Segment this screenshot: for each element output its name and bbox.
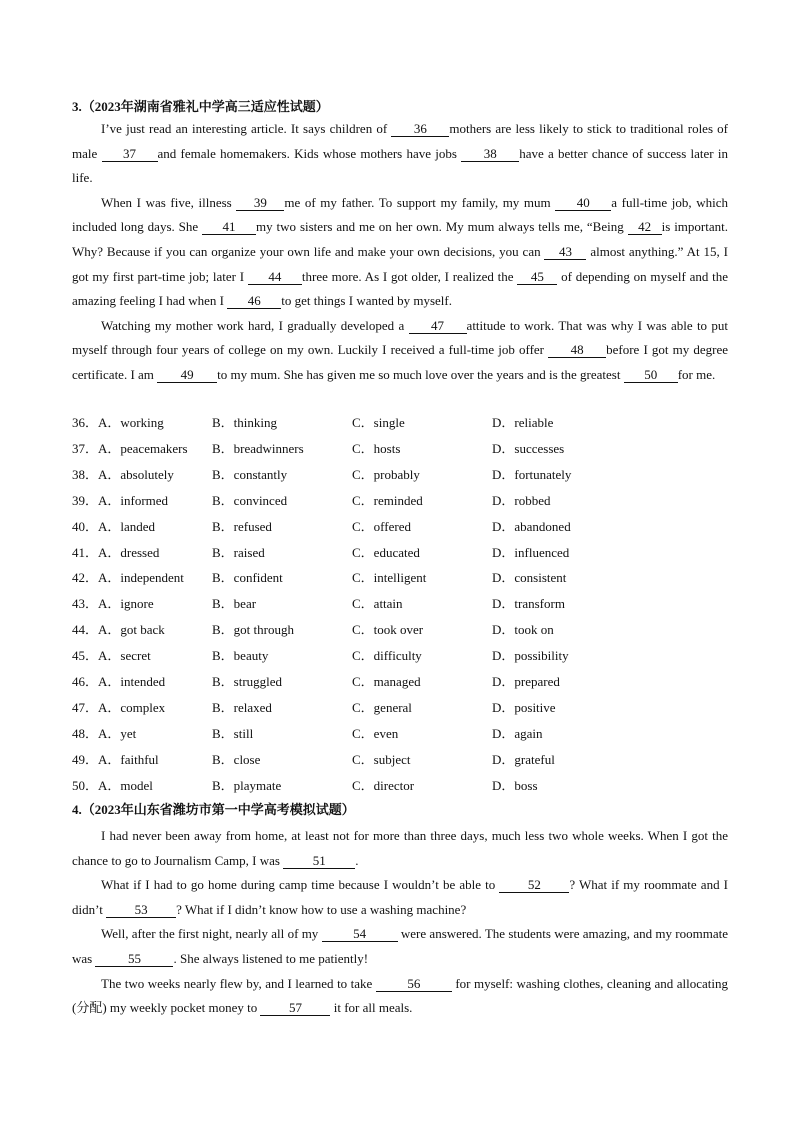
option-a: 43．A．ignore <box>72 596 154 612</box>
option-b: B．playmate <box>212 777 282 793</box>
option-c: C．attain <box>352 596 403 612</box>
blank-57: 57 <box>260 1000 330 1016</box>
blank-44: 44 <box>248 269 302 285</box>
option-d: D．robbed <box>492 492 551 508</box>
option-d: D．consistent <box>492 570 567 586</box>
option-c: C．director <box>352 777 415 793</box>
option-a: 46．A．intended <box>72 674 166 689</box>
section-4-heading: 4.（2023年山东省潍坊市第一中学高考模拟试题） <box>72 802 355 817</box>
option-a: 36．A．working <box>72 415 164 430</box>
passage-text: ? What if my roommate and I didn’t <box>72 877 728 917</box>
blank-37: 37 <box>102 146 158 162</box>
passage-text: and female homemakers. Kids whose mothers have jobs <box>157 145 462 161</box>
blank-49: 49 <box>157 367 217 383</box>
blank-38: 38 <box>461 146 519 162</box>
section-3-passage <box>72 117 728 388</box>
option-b: B．still <box>212 725 254 741</box>
blank-36: 36 <box>391 121 449 137</box>
option-a: 39．A．informed <box>72 492 169 508</box>
option-c: C．even <box>352 725 399 741</box>
blank-47: 47 <box>409 318 467 334</box>
option-a: 42．A．independent <box>72 570 184 586</box>
option-a: 41．A．dressed <box>72 544 160 560</box>
blank-55: 55 <box>95 951 173 967</box>
passage-text: to get things I wanted by myself. <box>281 293 452 309</box>
option-a: 49．A．faithful <box>72 751 159 767</box>
option-d: D．fortunately <box>492 466 572 482</box>
question-row <box>72 594 728 614</box>
question-row <box>72 439 728 459</box>
passage-text: have a better chance of success later in life. <box>72 145 728 186</box>
option-d: D．prepared <box>492 674 560 689</box>
question-row <box>72 517 728 537</box>
passage-text: three more. As I got older, I realized the <box>301 268 518 284</box>
option-d: D．took on <box>492 622 554 638</box>
question-row <box>72 491 728 511</box>
option-d: D．again <box>492 725 543 741</box>
blank-42: 42 <box>628 219 662 235</box>
passage-text: is important. Why? Because if you can organize your own life and make your own decisions, you can <box>72 219 728 259</box>
option-a: 50．A．model <box>72 777 153 793</box>
option-b: B．relaxed <box>212 699 272 715</box>
option-b: B．convinced <box>212 492 288 508</box>
passage-text: for myself: washing clothes, cleaning and allocating (分配) my weekly pocket money to <box>72 975 728 1016</box>
section-4-passage <box>72 824 728 1021</box>
blank-43: 43 <box>544 244 586 260</box>
option-d: D．abandoned <box>492 518 571 534</box>
blank-40: 40 <box>555 195 611 211</box>
blank-51: 51 <box>283 853 355 869</box>
passage-text: me of my father. To support my family, my mum <box>284 194 556 210</box>
question-row <box>72 698 728 718</box>
passage-text: before I got my degree certificate. I am <box>72 342 728 382</box>
option-c: C．subject <box>352 751 411 767</box>
option-c: C．single <box>352 415 405 430</box>
option-a: 37．A．peacemakers <box>72 440 188 456</box>
option-d: D．influenced <box>492 544 570 560</box>
question-row <box>72 672 728 692</box>
passage-text: for me. <box>677 366 716 382</box>
blank-54: 54 <box>322 926 398 942</box>
option-a: 48．A．yet <box>72 725 137 741</box>
blank-53: 53 <box>106 902 176 918</box>
passage-text: . <box>355 852 359 868</box>
option-c: C．hosts <box>352 440 401 456</box>
option-b: B．breadwinners <box>212 440 304 456</box>
passage-paragraph <box>72 873 728 922</box>
blank-52: 52 <box>499 877 569 893</box>
option-b: B．beauty <box>212 648 269 664</box>
option-c: C．reminded <box>352 492 423 508</box>
passage-text: almost anything.” At 15, I got my first part-time job; later I <box>72 243 728 284</box>
option-d: D．transform <box>492 596 565 612</box>
passage-text: The two weeks nearly flew by, and I learned to take <box>101 975 376 991</box>
option-b: B．got through <box>212 622 294 638</box>
passage-paragraph <box>72 191 728 314</box>
option-c: C．took over <box>352 622 424 638</box>
option-d: D．boss <box>492 777 538 793</box>
blank-50: 50 <box>624 367 678 383</box>
option-c: C．general <box>352 699 412 715</box>
passage-text: . She always listened to me patiently! <box>173 950 369 966</box>
passage-text: to my mum. She has given me so much love over the years and is the greatest <box>217 366 624 382</box>
passage-text: it for all meals. <box>330 1000 413 1016</box>
option-d: D．positive <box>492 699 556 715</box>
question-row <box>72 724 728 744</box>
passage-paragraph <box>72 824 728 873</box>
blank-45: 45 <box>517 269 557 285</box>
passage-paragraph <box>72 117 728 191</box>
option-d: D．successes <box>492 440 565 456</box>
option-c: C．managed <box>352 674 421 689</box>
option-b: B．constantly <box>212 466 288 482</box>
option-a: 44．A．got back <box>72 622 165 638</box>
passage-text: ? What if I didn’t know how to use a washing machine? <box>176 901 467 917</box>
question-row <box>72 646 728 666</box>
passage-text: were answered. The students were amazing, and my roommate was <box>72 926 728 966</box>
option-b: B．bear <box>212 596 257 612</box>
passage-text: What if I had to go home during camp time because I wouldn’t be able to <box>101 877 500 893</box>
passage-text: When I was five, illness <box>101 194 237 210</box>
passage-text: attitude to work. That was why I was able to put myself through four years of college on my own. Luckily I received a full-time job offer <box>72 317 728 358</box>
question-row <box>72 620 728 640</box>
blank-39: 39 <box>236 195 284 211</box>
passage-text: I’ve just read an interesting article. It says children of <box>101 121 392 136</box>
option-b: B．confident <box>212 570 283 586</box>
option-a: 45．A．secret <box>72 648 151 664</box>
option-b: B．struggled <box>212 674 283 689</box>
question-row <box>72 750 728 770</box>
passage-text: of depending on myself and the amazing feeling I had when I <box>72 268 728 309</box>
passage-paragraph <box>72 922 728 971</box>
option-c: C．intelligent <box>352 570 427 586</box>
option-d: D．possibility <box>492 648 569 664</box>
passage-text: a full-time job, which included long days. She <box>72 194 728 235</box>
passage-text: Watching my mother work hard, I gradually developed a <box>101 317 409 333</box>
passage-text: Well, after the first night, nearly all of my <box>101 926 322 942</box>
option-a: 40．A．landed <box>72 518 156 534</box>
question-row <box>72 465 728 485</box>
passage-paragraph <box>72 972 728 1021</box>
option-c: C．offered <box>352 518 411 534</box>
blank-56: 56 <box>376 976 452 992</box>
question-row <box>72 568 728 588</box>
passage-text: I had never been away from home, at least not for more than three days, much less two whole weeks. When I got the chance to go to Journalism Camp, I was <box>72 828 728 868</box>
question-row <box>72 413 728 433</box>
option-b: B．thinking <box>212 415 278 430</box>
question-row <box>72 776 728 796</box>
option-b: B．close <box>212 751 261 767</box>
passage-text: my two sisters and me on her own. My mum always tells me, “Being <box>256 219 628 235</box>
blank-46: 46 <box>227 293 281 309</box>
option-b: B．raised <box>212 544 265 560</box>
option-b: B．refused <box>212 518 272 534</box>
blank-48: 48 <box>548 342 606 358</box>
option-c: C．educated <box>352 544 420 560</box>
passage-text: mothers are less likely to stick to traditional roles of male <box>72 121 728 161</box>
section-3-heading: 3.（2023年湖南省雅礼中学高三适应性试题） <box>72 99 329 114</box>
passage-paragraph <box>72 314 728 388</box>
question-row <box>72 543 728 563</box>
option-d: D．grateful <box>492 751 555 767</box>
option-a: 47．A．complex <box>72 699 166 715</box>
option-c: C．difficulty <box>352 648 422 664</box>
option-a: 38．A．absolutely <box>72 466 174 482</box>
option-c: C．probably <box>352 466 420 482</box>
option-d: D．reliable <box>492 415 554 430</box>
blank-41: 41 <box>202 219 256 235</box>
